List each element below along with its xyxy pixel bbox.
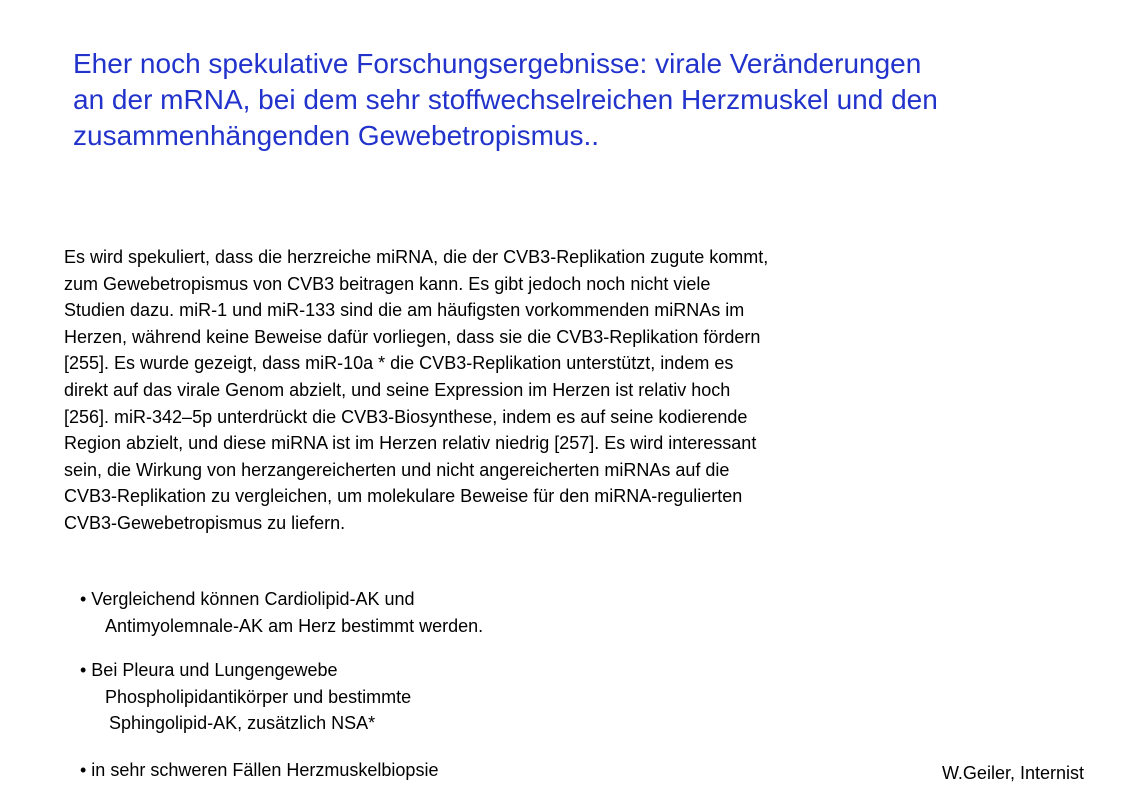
- bullet-line: • Vergleichend können Cardiolipid-AK und: [80, 589, 415, 609]
- body-line: CVB3-Replikation zu vergleichen, um molekulare Beweise für den miRNA-regulierten: [64, 486, 743, 507]
- bullet-item-biopsy: [80, 757, 438, 784]
- body-line: Region abzielt, und diese miRNA ist im Herzen relativ niedrig [257]. Es wird interessant: [64, 433, 757, 454]
- bullet-line: • in sehr schweren Fällen Herzmuskelbiopsie: [80, 760, 439, 780]
- bullet-line: • Bei Pleura und Lungengewebe: [80, 660, 338, 680]
- body-line: zum Gewebetropismus von CVB3 beitragen kann. Es gibt jedoch noch nicht viele: [64, 273, 711, 294]
- body-line: Es wird spekuliert, dass die herzreiche miRNA, die der CVB3-Replikation zugute kommt,: [64, 247, 769, 267]
- bullet-line: Antimyolemnale-AK am Herz bestimmt werden.: [105, 615, 484, 636]
- author-credit: W.Geiler, Internist: [941, 763, 1084, 783]
- slide-title-line: zusammenhängenden Gewebetropismus..: [73, 120, 600, 151]
- body-line: CVB3-Gewebetropismus zu liefern.: [64, 512, 346, 533]
- bullet-line: Phospholipidantikörper und bestimmte: [105, 686, 412, 707]
- body-line: sein, die Wirkung von herzangereicherten und nicht angereicherten miRNAs auf die: [64, 459, 730, 480]
- body-line: direkt auf das virale Genom abzielt, und seine Expression im Herzen ist relativ hoch: [64, 379, 731, 400]
- slide-title-line: Eher noch spekulative Forschungsergebnisse: virale Veränderungen: [73, 48, 922, 79]
- body-line: Studien dazu. miR-1 und miR-133 sind die am häufigsten vorkommenden miRNAs im: [64, 300, 745, 321]
- bullet-line: Sphingolipid-AK, zusätzlich NSA*: [109, 713, 376, 734]
- bullet-item-cardiolipid: [80, 586, 483, 639]
- slide-title-line: an der mRNA, bei dem sehr stoffwechselreichen Herzmuskel und den: [73, 84, 938, 115]
- slide-title: [73, 46, 1093, 154]
- body-paragraph: [64, 244, 1024, 537]
- body-line: [255]. Es wurde gezeigt, dass miR-10a * die CVB3-Replikation unterstützt, indem es: [64, 353, 734, 374]
- bullet-item-pleura: [80, 657, 411, 737]
- body-line: Herzen, während keine Beweise dafür vorliegen, dass sie die CVB3-Replikation fördern: [64, 326, 761, 347]
- body-line: [256]. miR-342–5p unterdrückt die CVB3-Biosynthese, indem es auf seine kodierende: [64, 406, 748, 427]
